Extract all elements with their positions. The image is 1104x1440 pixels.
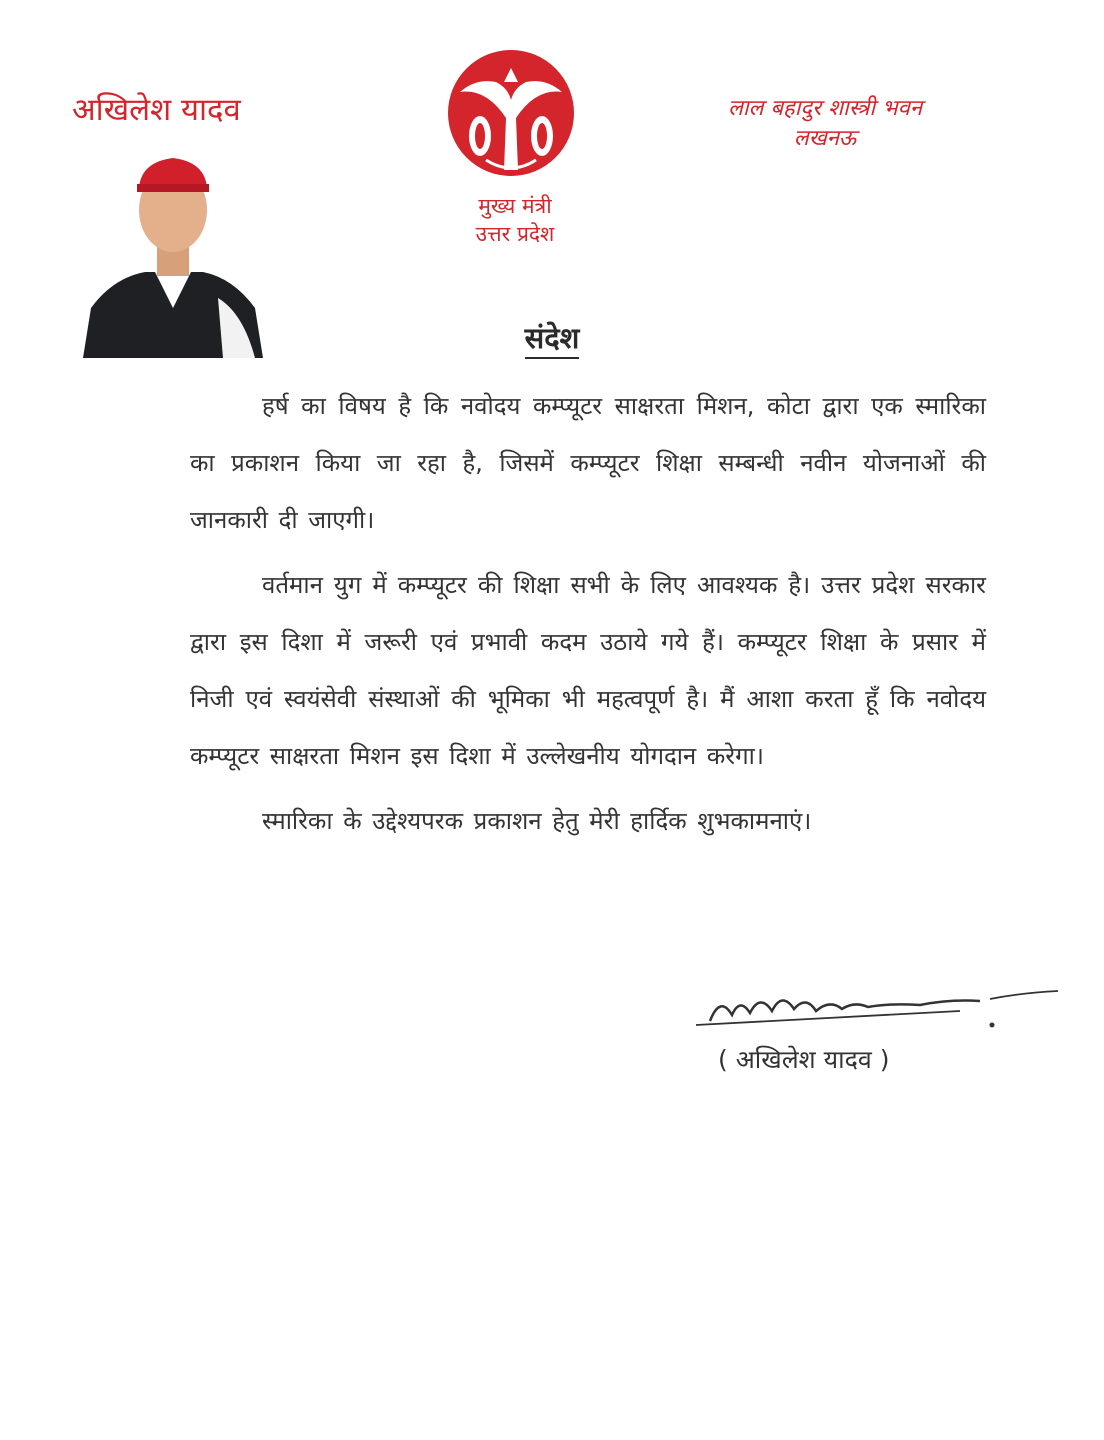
letter-heading [0, 318, 1104, 357]
address-line1: लाल बहादुर शास्त्री भवन [727, 96, 923, 121]
handwritten-signature [690, 985, 1070, 1035]
up-government-emblem-icon [446, 48, 576, 178]
paragraph: वर्तमान युग में कम्प्यूटर की शिक्षा सभी के लिए आवश्यक है। उत्तर प्रदेश सरकार द्वारा इस दिशा में जरूरी एवं प्रभावी कदम उठाये गये हैं। कम्प्यूटर शिक्षा के प्रसार में निजी एवं स्वयंसेवी संस्थाओं की भूमिका भी महत्वपूर्ण है। मैं आशा करता हूँ कि नवोदय कम्प्यूटर साक्षरता मिशन इस दिशा में उल्लेखनीय योगदान करेगा। [190, 571, 986, 770]
address-block [690, 94, 960, 154]
office-title-line2: उत्तर प्रदेश [475, 222, 555, 246]
paragraph: स्मारिका के उद्देश्यपरक प्रकाशन हेतु मेरी हार्दिक शुभकामनाएं। [262, 807, 812, 835]
office-title [445, 192, 585, 248]
office-title-line1: मुख्य मंत्री [478, 194, 552, 218]
paragraph: हर्ष का विषय है कि नवोदय कम्प्यूटर साक्षरता मिशन, कोटा द्वारा एक स्मारिका का प्रकाशन किया जा रहा है, जिसमें कम्प्यूटर शिक्षा सम्बन्धी नवीन योजनाओं की जानकारी दी जाएगी। [190, 392, 986, 534]
address-line2: लखनऊ [793, 126, 857, 151]
letter-body [190, 378, 986, 858]
sender-name: अखिलेश यादव [72, 92, 241, 128]
signatory-name: ( अखिलेश यादव ) [718, 1045, 890, 1074]
letter-heading-text: संदेश [525, 321, 580, 359]
